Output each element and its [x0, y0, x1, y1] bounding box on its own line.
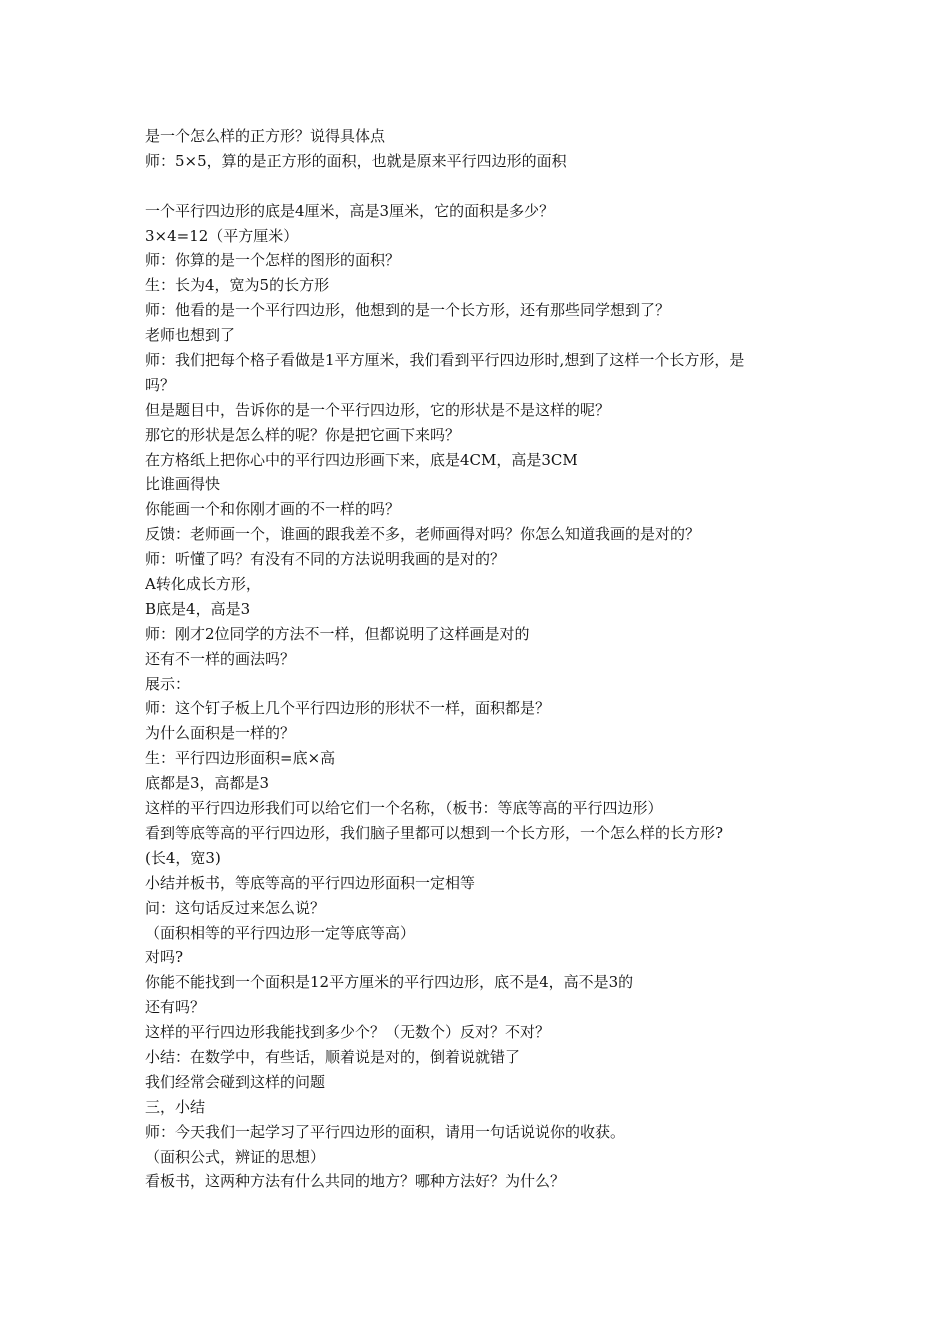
text-line: 在方格纸上把你心中的平行四边形画下来，底是4CM，高是3CM [145, 450, 578, 469]
text-line: 小结：在数学中，有些话，顺着说是对的，倒着说就错了 [145, 1047, 521, 1066]
text-line: 生：长为4，宽为5的长方形 [145, 276, 330, 295]
text-line: 师：听懂了吗？有没有不同的方法说明我画的是对的？ [145, 550, 506, 569]
text-line: 师：这个钉子板上几个平行四边形的形状不一样，面积都是？ [145, 699, 551, 718]
text-line: A转化成长方形， [145, 575, 261, 594]
text-line: （面积公式，辨证的思想） [145, 1147, 326, 1166]
text-line: 师：他看的是一个平行四边形，他想到的是一个长方形，还有那些同学想到了？ [145, 301, 671, 320]
text-line: 为什么面积是一样的？ [145, 724, 296, 743]
text-line: B底是4，高是3 [145, 599, 251, 618]
document-body [145, 124, 825, 1194]
text-line: 还有吗？ [145, 998, 206, 1017]
text-line: 但是题目中，告诉你的是一个平行四边形，它的形状是不是这样的呢？ [145, 400, 611, 419]
text-line: 对吗? [145, 948, 184, 967]
text-line: 问：这句话反过来怎么说？ [145, 898, 326, 917]
text-line: 看板书，这两种方法有什么共同的地方？哪种方法好？为什么？ [145, 1172, 566, 1191]
text-line: 展示： [145, 674, 191, 693]
text-line: 还有不一样的画法吗？ [145, 649, 296, 668]
text-line: 吗？ [145, 375, 176, 394]
text-line: （面积相等的平行四边形一定等底等高） [145, 923, 416, 942]
text-line: 师：你算的是一个怎样的图形的面积？ [145, 251, 401, 270]
text-line: 生：平行四边形面积=底×高 [145, 749, 336, 768]
text-line: 老师也想到了 [145, 326, 236, 345]
blank-line [145, 174, 825, 199]
text-line: 3×4=12（平方厘米） [145, 226, 299, 245]
text-line: 是一个怎么样的正方形？说得具体点 [145, 127, 386, 145]
text-line: 看到等底等高的平行四边形，我们脑子里都可以想到一个长方形，一个怎么样的长方形? [145, 823, 724, 842]
text-line: 底都是3，高都是3 [145, 774, 270, 793]
text-line: 一个平行四边形的底是4厘米，高是3厘米，它的面积是多少？ [145, 201, 555, 220]
text-line: 你能不能找到一个面积是12平方厘米的平行四边形，底不是4，高不是3的 [145, 973, 634, 992]
text-line: 师：今天我们一起学习了平行四边形的面积，请用一句话说说你的收获。 [145, 1122, 626, 1141]
text-line: 反馈：老师画一个，谁画的跟我差不多，老师画得对吗？你怎么知道我画的是对的？ [145, 525, 701, 544]
text-line: 师：5×5，算的是正方形的面积，也就是原来平行四边形的面积 [145, 151, 567, 170]
text-line: (长4，宽3) [145, 848, 221, 867]
text-line: 师：我们把每个格子看做是1平方厘米，我们看到平行四边形时,想到了这样一个长方形，是 [145, 351, 745, 370]
text-line: 那它的形状是怎么样的呢？你是把它画下来吗？ [145, 425, 461, 444]
text-line: 小结并板书，等底等高的平行四边形面积一定相等 [145, 873, 476, 892]
text-line: 这样的平行四边形我们可以给它们一个名称，（板书：等底等高的平行四边形） [145, 799, 663, 818]
text-line: 比谁画得快 [145, 475, 221, 494]
text-line: 我们经常会碰到这样的问题 [145, 1072, 326, 1091]
text-line: 这样的平行四边形我能找到多少个？（无数个）反对？不对？ [145, 1023, 551, 1042]
text-line: 三，小结 [145, 1097, 206, 1116]
text-line: 师：刚才2位同学的方法不一样，但都说明了这样画是对的 [145, 624, 530, 643]
text-line: 你能画一个和你刚才画的不一样的吗？ [145, 500, 401, 519]
